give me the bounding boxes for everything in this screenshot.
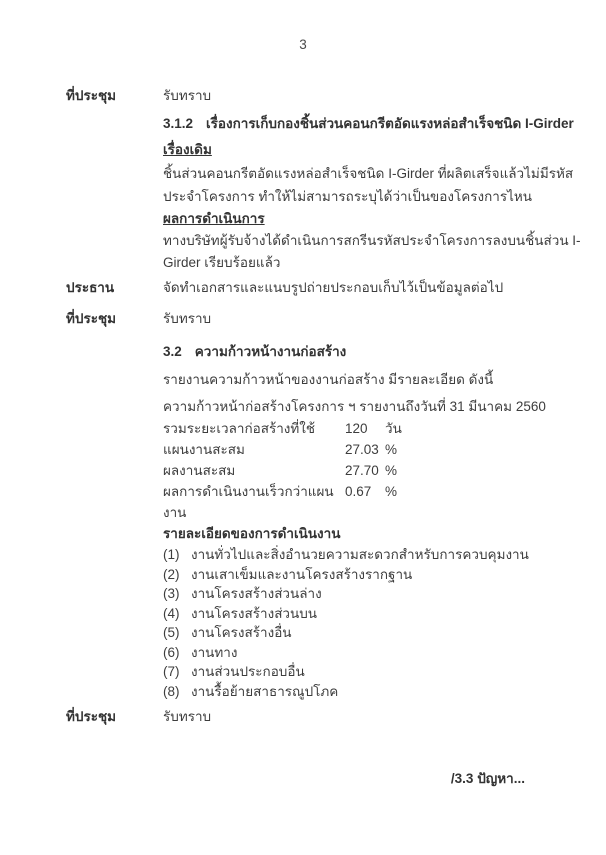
list-item	[163, 584, 583, 604]
continuation-note: /3.3 ปัญหา...	[450, 771, 525, 786]
section-title: ความก้าวหน้างานก่อสร้าง	[194, 344, 347, 359]
details-heading: รายละเอียดของการดำเนินงาน	[163, 526, 341, 541]
table-row-label: แผนงานสะสม	[163, 442, 245, 457]
list-item-text: งานรื้อย้ายสาธารณูปโภค	[191, 683, 339, 699]
table-row-unit: วัน	[385, 421, 402, 436]
chairman-text: จัดทำเอกสารและแนบรูปถ่ายประกอบเก็บไว้เป็นข้อมูลต่อไป	[163, 280, 504, 295]
list-item-text: งานโครงสร้างส่วนบน	[191, 605, 318, 621]
meeting-label: ที่ประชุม	[66, 709, 117, 724]
list-item	[163, 565, 583, 585]
meeting-resolution-text: รับทราบ	[163, 311, 212, 326]
chairman-row	[66, 277, 583, 299]
subheading-result: ผลการดำเนินการ	[163, 211, 265, 226]
meeting-label: ที่ประชุม	[66, 311, 117, 326]
list-item-number: (7)	[163, 664, 180, 679]
section-3-1-2-heading	[163, 113, 583, 135]
list-item-number: (1)	[163, 547, 180, 562]
section-3-2-heading	[163, 341, 583, 363]
list-item-text: งานโครงสร้างอื่น	[191, 625, 292, 640]
table-row	[163, 481, 583, 523]
table-row-label: รวมระยะเวลาก่อสร้างที่ใช้	[163, 421, 316, 436]
list-item-text: งานทั่วไปและสิ่งอำนวยความสะดวกสำหรับการควบคุมงาน	[191, 547, 529, 562]
meeting-resolution-text: รับทราบ	[163, 709, 212, 724]
meeting-label: ที่ประชุม	[66, 88, 117, 103]
list-item	[163, 623, 583, 643]
chairman-label: ประธาน	[66, 280, 115, 295]
progress-intro: รายงานความก้าวหน้าของงานก่อสร้าง มีรายละเอียด ดังนี้	[163, 372, 494, 387]
progress-table	[163, 418, 583, 523]
list-item	[163, 604, 583, 624]
table-row-value: 0.67	[345, 484, 372, 499]
list-item-text: งานส่วนประกอบอื่น	[191, 664, 305, 679]
list-item	[163, 643, 583, 663]
meeting-resolution-row	[66, 308, 583, 330]
table-row	[163, 460, 583, 481]
list-item-number: (3)	[163, 586, 180, 601]
table-row-unit: %	[385, 463, 398, 478]
table-row	[163, 439, 583, 460]
list-item-text: งานเสาเข็มและงานโครงสร้างรากฐาน	[191, 566, 413, 582]
list-item-text: งานโครงสร้างส่วนล่าง	[191, 586, 322, 601]
list-item-text: งานทาง	[191, 644, 238, 660]
table-row	[163, 418, 583, 439]
table-row-unit: %	[385, 442, 398, 457]
table-row-unit: %	[385, 484, 398, 499]
page-content	[0, 85, 606, 790]
section-number: 3.2	[163, 344, 182, 359]
list-item-number: (4)	[163, 605, 180, 621]
meeting-resolution-text: รับทราบ	[163, 88, 212, 103]
work-item-list	[163, 545, 583, 701]
list-item	[163, 662, 583, 682]
table-row-label: ผลงานสะสม	[163, 463, 236, 478]
result-paragraph: ทางบริษัทผู้รับจ้างได้ดำเนินการสกรีนรหัสประจำโครงการลงบนชิ้นส่วน I-Girder เรียบร้อยแล้ว	[163, 233, 581, 270]
list-item-number: (2)	[163, 566, 180, 582]
table-row-value: 27.03	[345, 442, 379, 457]
list-item-number: (8)	[163, 683, 180, 699]
section-title: เรื่องการเก็บกองชิ้นส่วนคอนกรีตอัดแรงหล่อสำเร็จชนิด I-Girder	[206, 116, 574, 131]
page-number: 3	[299, 37, 307, 52]
section-number: 3.1.2	[163, 116, 194, 131]
meeting-resolution-row	[66, 706, 583, 728]
meeting-resolution-row	[66, 85, 583, 107]
list-item-number: (5)	[163, 625, 180, 640]
table-row-value: 120	[345, 421, 368, 436]
progress-report-line: ความก้าวหน้าก่อสร้างโครงการ ฯ รายงานถึงวันที่ 31 มีนาคม 2560	[163, 399, 546, 414]
table-row-label: ผลการดำเนินงานเร็วกว่าแผนงาน	[163, 484, 334, 520]
subheading-background: เรื่องเดิม	[163, 142, 212, 157]
table-row-value: 27.70	[345, 463, 379, 478]
background-paragraph: ชิ้นส่วนคอนกรีตอัดแรงหล่อสำเร็จชนิด I-Girder ที่ผลิตเสร็จแล้วไม่มีรหัสประจำโครงการ ทำให้ไม่สามารถระบุได้ว่าเป็นของโครงการไหน	[163, 166, 574, 204]
list-item-number: (6)	[163, 644, 180, 660]
list-item	[163, 682, 583, 702]
list-item	[163, 545, 583, 565]
